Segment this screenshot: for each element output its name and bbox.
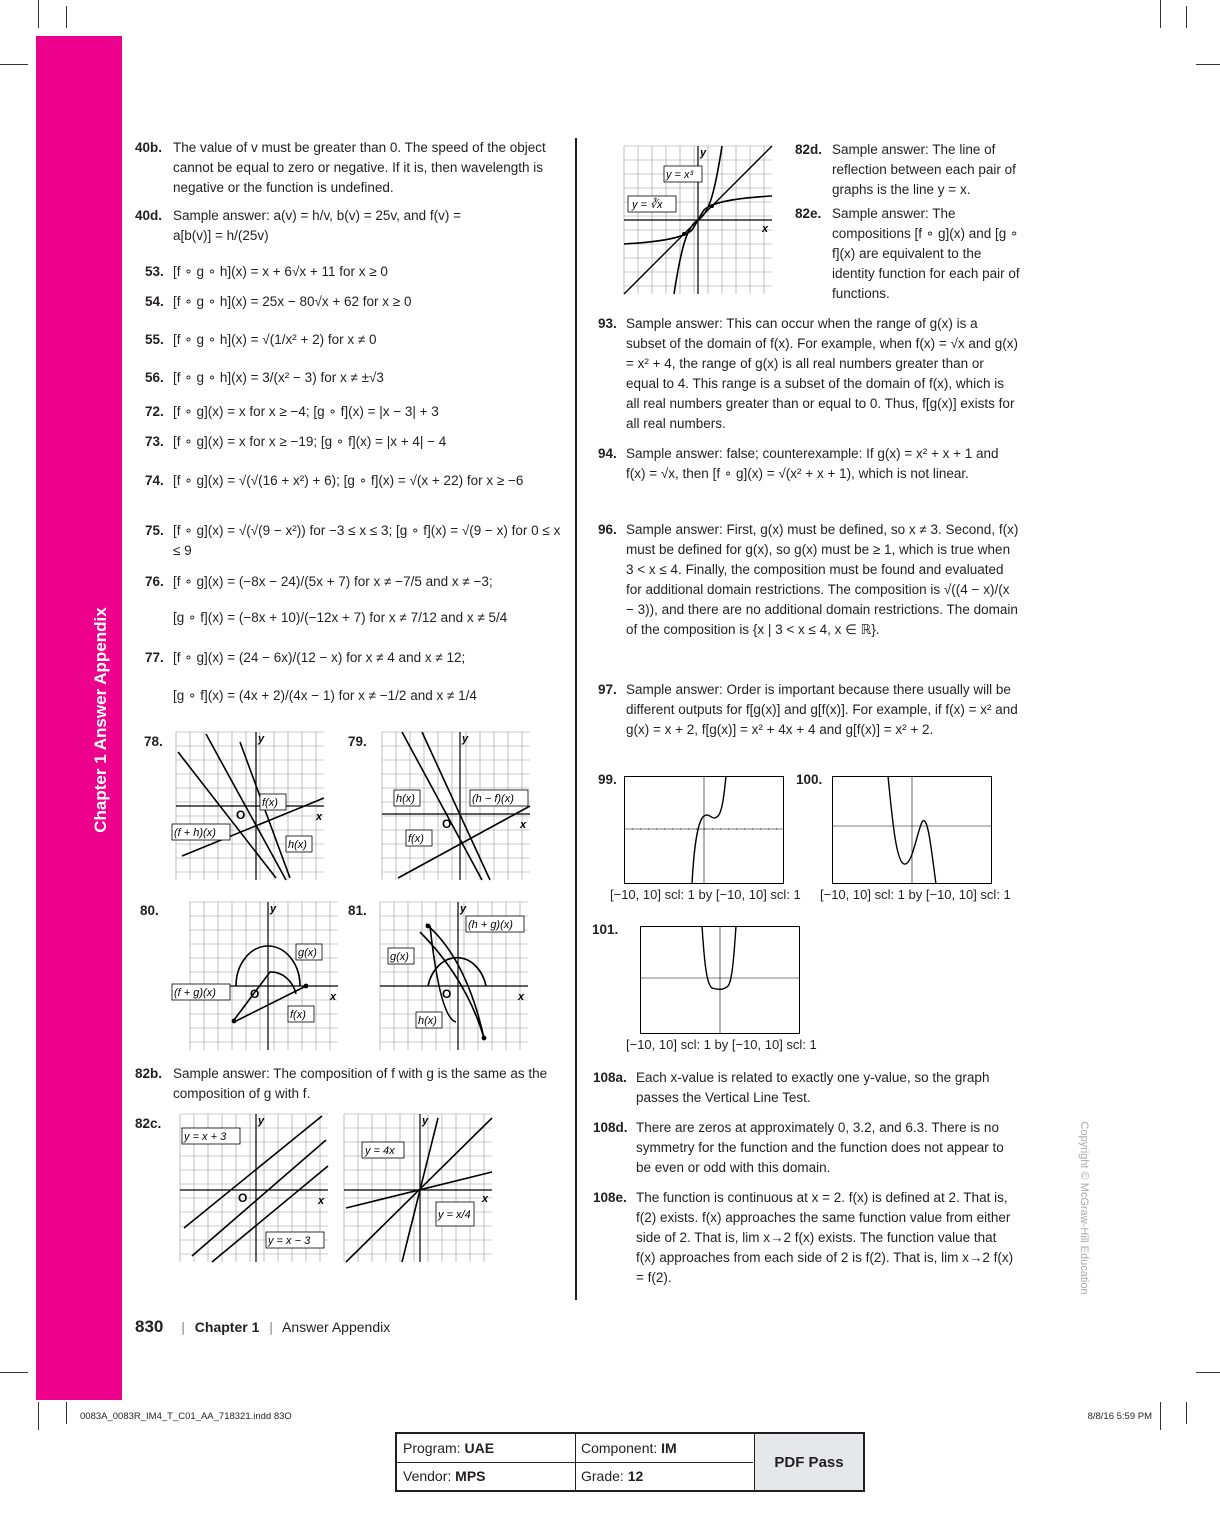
label-h: h(x) <box>288 839 307 851</box>
label-y-x-minus-3: y = x − 3 <box>268 1235 311 1247</box>
x-axis-label: x <box>520 819 527 831</box>
origin-label: O <box>442 987 452 1001</box>
x-axis-label: x <box>318 1195 325 1207</box>
origin-label: O <box>238 1191 248 1205</box>
answer-text: Sample answer: The line of reflection between each pair of graphs is the line y = x. <box>832 142 1016 197</box>
label-h-plus-g: (h + g)(x) <box>468 919 513 931</box>
graph-number: 80. <box>140 903 159 918</box>
graph-82c-b <box>340 1110 496 1266</box>
answer-number: 75. <box>145 523 164 538</box>
crop-mark <box>66 6 67 28</box>
answer-text: [g ∘ f](x) = (4x + 2)/(4x − 1) for x ≠ −1/2 and x ≠ 1/4 <box>173 688 477 703</box>
label-f: f(x) <box>408 833 424 845</box>
program-cell <box>397 1434 575 1462</box>
slug-file: 0083A_0083R_IM4_T_C01_AA_718321.indd 83O <box>80 1411 292 1422</box>
answer-text: The value of v must be greater than 0. The speed of the object cannot be equal to zero or negative. If it is, then wavelength is negative or the function is undefined. <box>173 140 546 195</box>
calc-caption: [−10, 10] scl: 1 by [−10, 10] scl: 1 <box>610 887 801 902</box>
answer-text: [f ∘ g](x) = (−8x − 24)/(5x + 7) for x ≠ −7/5 and x ≠ −3; <box>173 574 493 589</box>
vendor-label: Vendor: <box>403 1468 452 1484</box>
answer-text: [f ∘ g](x) = x for x ≥ −19; [g ∘ f](x) = |x + 4| − 4 <box>173 434 447 449</box>
graph-number: 100. <box>796 772 823 787</box>
answer-text: Sample answer: First, g(x) must be defined, so x ≠ 3. Second, f(x) must be defined for g(x), so g(x) must be ≥ 1, which is true when 3 < x ≤ 4. Finally, the composition must be found and evaluated for additional domain restrictions. The composition is √((4 − x)/(x − 3)), and there are no additional domain restrictions. The domain of the composition is {x | 3 < x ≤ 4, x ∈ ℝ}. <box>626 522 1019 637</box>
graph-82c-a <box>176 1110 332 1266</box>
page-number: 830 <box>135 1317 164 1336</box>
answer-number: 53. <box>145 264 164 279</box>
program-label: Program: <box>403 1440 461 1456</box>
origin-label: O <box>250 987 260 1001</box>
label-h: h(x) <box>396 793 415 805</box>
y-axis-label: y <box>422 1115 429 1127</box>
graph-79 <box>378 728 534 884</box>
answer-text: Sample answer: This can occur when the range of g(x) is a subset of the domain of f(x). For example, when f(x) = √x and g(x) = x² + 4, the range of g(x) is all real numbers greater than or equal to 4. This range is a subset of the domain of f(x), which is all real numbers greater than or equal to 0. Thus, f[g(x)] exists for all real numbers. <box>626 316 1018 431</box>
answer-number: 93. <box>598 316 617 331</box>
origin-label: O <box>236 808 246 822</box>
x-axis-label: x <box>316 811 323 823</box>
grid <box>190 902 338 1050</box>
crop-mark <box>1186 1402 1187 1424</box>
footer-chapter: Chapter 1 <box>194 1319 260 1335</box>
answer-number: 82e. <box>795 206 822 221</box>
vendor-cell <box>397 1462 575 1490</box>
graph-78 <box>170 728 330 884</box>
y-axis-label: y <box>258 733 265 745</box>
answer-number: 76. <box>145 574 164 589</box>
graph-number: 101. <box>592 922 619 937</box>
answer-number: 54. <box>145 294 164 309</box>
answer-text: Sample answer: The composition of f with g is the same as the composition of g with f. <box>173 1066 548 1101</box>
crop-mark <box>38 1402 39 1430</box>
answer-number: 108d. <box>593 1120 628 1135</box>
answer-number: 94. <box>598 446 617 461</box>
footer-section: Answer Appendix <box>282 1319 391 1335</box>
answer-text: Each x-value is related to exactly one y-value, so the graph passes the Vertical Line Test. <box>636 1070 990 1105</box>
crop-mark <box>1160 0 1161 28</box>
label-y-x-over-4: y = x/4 <box>438 1209 471 1221</box>
answer-number: 82b. <box>135 1066 163 1081</box>
graph-number: 81. <box>348 903 367 918</box>
chapter-side-label: Chapter 1 Answer Appendix <box>91 607 110 833</box>
answer-text: [f ∘ g ∘ h](x) = √(1/x² + 2) for x ≠ 0 <box>173 332 377 347</box>
label-y-x-plus-3: y = x + 3 <box>184 1131 227 1143</box>
component-value: IM <box>661 1440 677 1456</box>
answer-number: 40d. <box>135 208 163 223</box>
answer-text: [g ∘ f](x) = (−8x + 10)/(−12x + 7) for x ≠ 7/12 and x ≠ 5/4 <box>173 610 508 625</box>
vendor-value: MPS <box>455 1468 486 1484</box>
answer-number: 40b. <box>135 140 163 155</box>
pdf-pass-status: PDF Pass <box>755 1434 863 1490</box>
label-f-plus-g: (f + g)(x) <box>174 987 216 999</box>
answer-number: 73. <box>145 434 164 449</box>
label-h: h(x) <box>418 1015 437 1027</box>
graph-81 <box>376 898 532 1054</box>
grade-value: 12 <box>627 1468 644 1484</box>
graph-number: 82c. <box>135 1116 162 1131</box>
origin-label: O <box>442 817 452 831</box>
page-footer: 830 | Chapter 1 | Answer Appendix <box>135 1317 391 1336</box>
answer-text: [f ∘ g ∘ h](x) = 3/(x² − 3) for x ≠ ±√3 <box>173 370 384 385</box>
grade-cell <box>575 1462 753 1490</box>
calc-screen-99 <box>624 776 784 884</box>
answer-text: Sample answer: Order is important because there usually will be different outputs for f[g(x)] and g[f(x)]. For example, if f(x) = x² and g(x) = x + 2, f[g(x)] = x² + 4x + 4 and g[f(x)] = x² + 2. <box>626 682 1018 737</box>
curve-h-plus-g-2 <box>430 926 456 1022</box>
copyright-notice: Copyright © McGraw-Hill Education <box>1078 1121 1090 1295</box>
answer-text: [f ∘ g](x) = √(√(9 − x²)) for −3 ≤ x ≤ 3; [g ∘ f](x) = √(9 − x) for 0 ≤ x ≤ 9 <box>173 523 561 558</box>
label-y-cube-root: y = ∛x <box>632 199 663 211</box>
calc-screen-100 <box>832 776 992 884</box>
label-y-4x: y = 4x <box>365 1145 395 1157</box>
crop-mark <box>0 1372 28 1373</box>
y-axis-label: y <box>460 903 467 915</box>
answer-text: [f ∘ g](x) = x for x ≥ −4; [g ∘ f](x) = |x − 3| + 3 <box>173 404 439 419</box>
answer-number: 82d. <box>795 142 823 157</box>
answer-number: 56. <box>145 370 164 385</box>
crop-mark <box>38 0 39 28</box>
crop-mark <box>0 64 28 65</box>
production-info-box <box>395 1432 865 1492</box>
crop-mark <box>1160 1402 1161 1430</box>
component-label: Component: <box>581 1440 658 1456</box>
calc-screen-101 <box>640 926 800 1034</box>
graph-82a <box>620 142 776 298</box>
answer-number: 72. <box>145 404 164 419</box>
graph-80 <box>170 898 342 1054</box>
label-f: f(x) <box>262 797 278 809</box>
grade-label: Grade: <box>581 1468 624 1484</box>
label-h-minus-f: (h − f)(x) <box>472 793 514 805</box>
slug-date: 8/8/16 5:59 PM <box>1087 1411 1152 1422</box>
x-axis-label: x <box>482 1193 489 1205</box>
label-f-plus-h: (f + h)(x) <box>174 827 216 839</box>
answer-number: 74. <box>145 473 164 488</box>
answer-text: Sample answer: false; counterexample: If g(x) = x² + x + 1 and f(x) = √x, then [f ∘ g](x) = √(x² + x + 1), which is not linear. <box>626 446 999 481</box>
y-axis-label: y <box>270 903 277 915</box>
answer-text: Sample answer: The compositions [f ∘ g](x) and [g ∘ f](x) are equivalent to the identity function for each pair of functions. <box>832 206 1020 301</box>
y-axis-label: y <box>700 147 707 159</box>
grid <box>344 1114 492 1262</box>
x-axis-label: x <box>762 223 769 235</box>
label-f: f(x) <box>290 1009 306 1021</box>
answer-number: 108e. <box>593 1190 627 1205</box>
crop-mark <box>1196 64 1220 65</box>
component-cell <box>575 1434 753 1462</box>
crop-mark <box>66 1402 67 1424</box>
column-divider <box>575 138 577 1300</box>
answer-text: There are zeros at approximately 0, 3.2, and 6.3. There is no symmetry for the function and the function does not appear to be even or odd with this domain. <box>636 1120 1004 1175</box>
crop-mark <box>1186 6 1187 28</box>
label-g: g(x) <box>298 947 317 959</box>
graph-number: 78. <box>144 734 163 749</box>
answer-number: 97. <box>598 682 617 697</box>
answer-number: 55. <box>145 332 164 347</box>
answer-text: The function is continuous at x = 2. f(x) is defined at 2. That is, f(2) exists. f(x) approaches the same function value from either side of 2. That is, lim x→2 f(x) exists. The function value that f(x) approaches from each side of 2 is f(2). That is, lim x→2 f(x) = f(2). <box>636 1190 1014 1285</box>
answer-number: 108a. <box>593 1070 627 1085</box>
answer-text: [f ∘ g ∘ h](x) = x + 6√x + 11 for x ≥ 0 <box>173 264 388 279</box>
label-g: g(x) <box>390 951 409 963</box>
graph-number: 79. <box>348 734 367 749</box>
answer-text: Sample answer: a(v) = h/v, b(v) = 25v, and f(v) = a[b(v)] = h/(25v) <box>173 208 461 243</box>
calc-caption: [−10, 10] scl: 1 by [−10, 10] scl: 1 <box>626 1037 817 1052</box>
label-y-x-cubed: y = x³ <box>666 169 694 181</box>
y-axis-label: y <box>462 733 469 745</box>
answer-text: [f ∘ g](x) = (24 − 6x)/(12 − x) for x ≠ 4 and x ≠ 12; <box>173 650 466 665</box>
answer-text: [f ∘ g ∘ h](x) = 25x − 80√x + 62 for x ≥ 0 <box>173 294 412 309</box>
x-axis-label: x <box>518 991 525 1003</box>
answer-number: 96. <box>598 522 617 537</box>
y-axis-label: y <box>258 1115 265 1127</box>
x-axis-label: x <box>330 991 337 1003</box>
program-value: UAE <box>464 1440 495 1456</box>
crop-mark <box>1196 1372 1220 1373</box>
calc-caption: [−10, 10] scl: 1 by [−10, 10] scl: 1 <box>820 887 1011 902</box>
answer-number: 77. <box>145 650 164 665</box>
answer-text: [f ∘ g](x) = √(√(16 + x²) + 6); [g ∘ f](x) = √(x + 22) for x ≥ −6 <box>173 473 524 488</box>
graph-number: 99. <box>598 772 617 787</box>
